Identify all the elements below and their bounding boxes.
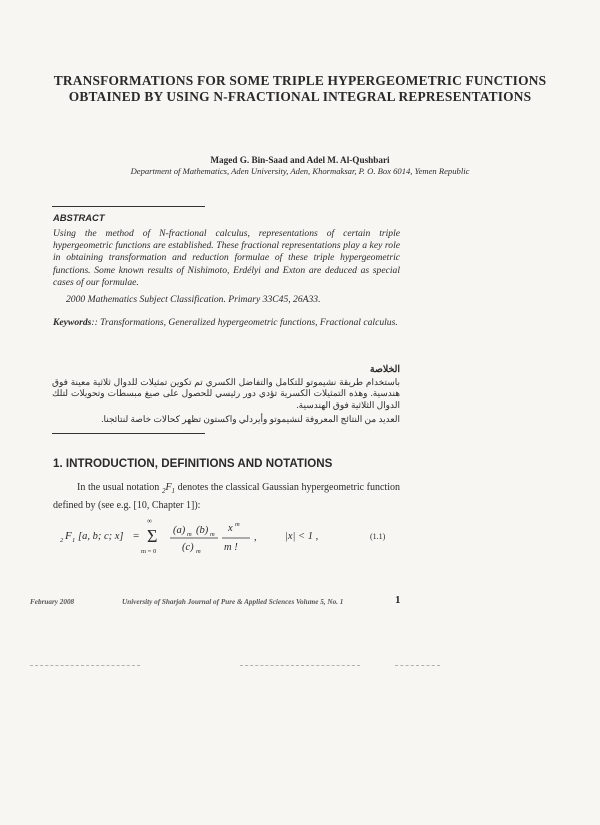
eq-lhs-args: [a, b; c; x] (78, 531, 124, 542)
eq-x: x (228, 523, 233, 534)
eq-den-c: (c) (182, 542, 194, 553)
eq-number: (1.1) (370, 532, 386, 541)
eq-num-b-sub: m (210, 531, 215, 538)
intro-notation-F: F (165, 482, 172, 493)
equation-1-1 (60, 512, 400, 560)
eq-sum-lower: m = 0 (141, 548, 157, 555)
divider-abstract (52, 206, 205, 207)
eq-sum-sign: Σ (147, 526, 158, 546)
arabic-body: باستخدام طريقة نشيموتو للتكامل والتفاضل الكسري تم تكوين تمثيلات للدوال ثلاثية معينة فوق هندسية. وهذه التمثيلات الكسرية تؤدي دور رئيسي للحصول على صيغ مبسطات وتحويلات لتلك الدوال الثلاثية فوق الهندسية. (52, 377, 400, 410)
eq-sum-upper: ∞ (147, 517, 152, 525)
arabic-heading: الخلاصة (369, 365, 400, 375)
affiliation: Department of Mathematics, Aden University, Aden, Khormaksar, P. O. Box 6014, Yemen Republic (130, 166, 470, 176)
eq-num-a: (a) (173, 525, 186, 536)
eq-condition: |x| < 1 , (285, 531, 319, 542)
intro-text-b: denotes the classical Gaussian hypergeometric function defined by (see e.g. [10, Chapter 1]): (53, 482, 400, 511)
eq-comma: , (254, 532, 257, 543)
keywords-label: Keywords (53, 317, 92, 328)
eq-lhs-sub-post: 1 (72, 537, 76, 544)
intro-notation-sub-post: 1 (171, 487, 176, 495)
scan-artifact (395, 665, 440, 666)
footer-date: February 2008 (30, 598, 75, 606)
eq-den-fact: m ! (224, 542, 238, 553)
authors: Maged G. Bin-Saad and Adel M. Al-Qushbari (210, 155, 390, 165)
msc-classification: 2000 Mathematics Subject Classification. Primary 33C45, 26A33. (66, 294, 321, 305)
eq-equals: = (133, 530, 140, 542)
footer-journal: University of Sharjah Journal of Pure & Applied Sciences Volume 5, No. 1 (122, 598, 344, 606)
scan-artifact (240, 665, 360, 666)
intro-text-a: In the usual notation (77, 482, 162, 493)
paper-title: TRANSFORMATIONS FOR SOME TRIPLE HYPERGEOMETRIC FUNCTIONS OBTAINED BY USING N-FRACTIONAL INTEGRAL REPRESENTATIONS (53, 73, 547, 104)
page-number: 1 (395, 594, 401, 606)
eq-lhs-F: F (65, 530, 72, 542)
intro-paragraph (53, 481, 400, 512)
arabic-last-line: العديد من النتائج المعروفة لنشيموتو وأيردلي واكستون تظهر كحالات خاصة لنتائجنا. (101, 414, 400, 424)
abstract-heading: ABSTRACT (53, 212, 105, 223)
eq-num-b: (b) (196, 525, 209, 536)
intro-notation-sub-pre: 2 (161, 487, 166, 495)
keywords (53, 317, 400, 329)
eq-lhs-sub-pre: 2 (60, 537, 64, 544)
eq-den-c-sub: m (196, 548, 201, 555)
abstract-body: Using the method of N-fractional calculus, representations of certain triple hypergeometric functions are established. These fractional representations play a key role in obtaining transformation and reduction formulae of these triple hypergeometric functions. Some known results of Nishimoto, Erdélyi and Exton are deduced as special cases of our formulae. (53, 228, 400, 288)
scan-artifact (30, 665, 140, 666)
section-heading: 1. INTRODUCTION, DEFINITIONS AND NOTATIONS (53, 457, 333, 470)
keywords-text: :: Transformations, Generalized hypergeometric functions, Fractional calculus. (91, 317, 398, 328)
eq-num-a-sub: m (187, 531, 192, 538)
divider-section (52, 433, 205, 434)
eq-x-pow: m (235, 521, 240, 528)
